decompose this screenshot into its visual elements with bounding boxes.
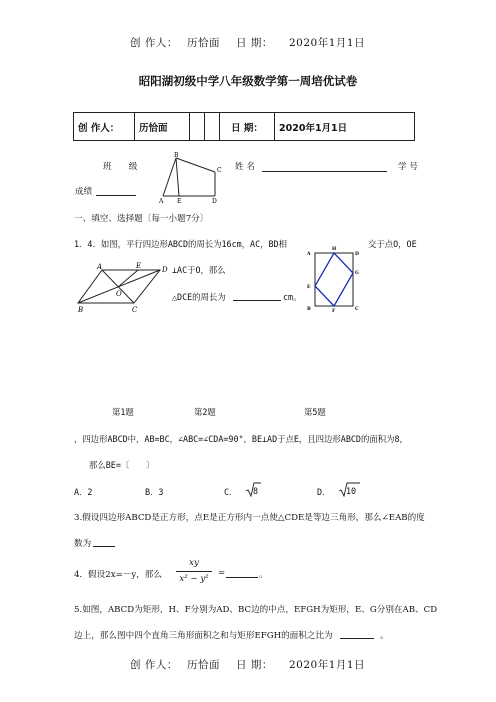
q2-line2: 那么BE=〔 〕	[89, 460, 155, 470]
caption-2: 第2题	[194, 407, 216, 417]
q2-line1: ，四边形ABCD中，AB=BC，∠ABC=∠CDA=90°，BE⊥AD于点E，且四边形ABCD的面积为8，	[74, 434, 408, 444]
table-author-label: 创 作人：	[74, 113, 135, 141]
fig-label: D	[355, 252, 359, 257]
fig-label: D	[212, 198, 217, 205]
q5-line1: 5.如图，ABCD为矩形，H、F分别为AD、BC边的中点，EFGH为矩形，E、G分别在AB、CD	[74, 605, 438, 615]
section-heading: 一、填空、选择题〔每一小题7分〕	[74, 214, 209, 224]
q3-line1: 3.假设四边形ABCD是正方形，点E是正方形内一点使△CDE是等边三角形，那么∠EAB的度	[74, 513, 425, 523]
parallelogram-figure	[74, 258, 174, 318]
footer-date-value: 2020年1月1日	[289, 659, 366, 671]
fraction-bar	[176, 571, 212, 572]
q5-end: 。	[380, 631, 389, 641]
fig-label: A	[97, 263, 103, 271]
fig-label: G	[355, 271, 359, 276]
footer-author-name: 历恰面	[187, 659, 220, 671]
fig-label: C	[355, 307, 359, 312]
option-d-value: 10	[346, 486, 357, 496]
fig-label: B	[307, 307, 311, 312]
fig-label: B	[78, 306, 84, 314]
q1-line1-tail: 交于点O，OE	[368, 239, 417, 249]
header-author-label: 创 作人：	[130, 37, 178, 49]
name-blank	[262, 171, 387, 172]
fig-label: C	[132, 306, 138, 314]
footer-date-label: 日 期：	[236, 659, 273, 671]
score-blank	[96, 195, 136, 196]
footer-author-label: 创 作人：	[130, 659, 178, 671]
q3-line2: 数为	[74, 539, 92, 549]
class-label: 班 级	[103, 162, 138, 172]
score-label: 成绩	[75, 187, 93, 197]
q5-blank	[340, 638, 374, 639]
q4-prefix: 4．假设2x=－y，那么	[74, 570, 162, 580]
fig-label: E	[177, 198, 182, 205]
q1-line3-prefix: △DCE的周长为	[172, 292, 226, 302]
caption-5: 第5题	[304, 407, 326, 417]
q4-denominator: x² − y²	[179, 574, 209, 584]
page-title: 昭阳湖初级中学八年级数学第一周培优试卷	[138, 74, 358, 88]
fig-label: F	[332, 309, 336, 313]
fig-label: H	[332, 247, 337, 252]
table-blank-cell	[205, 113, 220, 141]
header-date-value: 2020年1月1日	[289, 37, 366, 49]
fig-label: A	[159, 198, 164, 205]
option-d: D．	[317, 487, 331, 497]
q1-line1: 1．4．如图，平行四边形ABCD的周长为16cm，AC，BD相	[74, 239, 287, 249]
fig-label: D	[162, 266, 168, 274]
fig-label: C	[217, 167, 222, 174]
q4-numerator: xy	[189, 558, 199, 568]
table-author-name: 历恰面	[135, 113, 190, 141]
fig-label: A	[307, 252, 311, 257]
q4-equals: =	[218, 568, 226, 578]
fig-label: O	[116, 290, 122, 298]
option-c: C．	[224, 487, 238, 497]
fig-label: B	[174, 152, 179, 159]
caption-1: 第1题	[112, 407, 134, 417]
option-a: A．2	[74, 487, 93, 497]
table-blank-cell	[190, 113, 205, 141]
fig-label: E	[307, 285, 311, 290]
option-c-value: 8	[253, 486, 259, 496]
q3-blank	[93, 546, 115, 547]
q5-line2: 边上，那么图中四个直角三角形面积之和与矩形EFGH的面积之比为	[74, 631, 333, 641]
header-date-label: 日 期：	[236, 37, 273, 49]
q4-blank	[226, 577, 258, 578]
rectangle-figure	[303, 243, 365, 313]
q1-line3-suffix: cm。	[283, 292, 302, 302]
header-author-name: 历恰面	[187, 37, 220, 49]
q1-line2: ⊥AC于O，那么	[172, 265, 226, 275]
name-label: 姓 名	[235, 162, 255, 172]
info-table	[73, 112, 415, 141]
q4-end: 。	[259, 570, 268, 580]
fig-label: E	[136, 262, 142, 270]
number-label: 学 号	[398, 162, 418, 172]
table-date-label: 日 期：	[220, 113, 275, 141]
table-date-value: 2020年1月1日	[275, 113, 415, 141]
top-figure	[155, 150, 225, 205]
option-b: B．3	[145, 487, 164, 497]
q1-blank	[233, 300, 281, 301]
